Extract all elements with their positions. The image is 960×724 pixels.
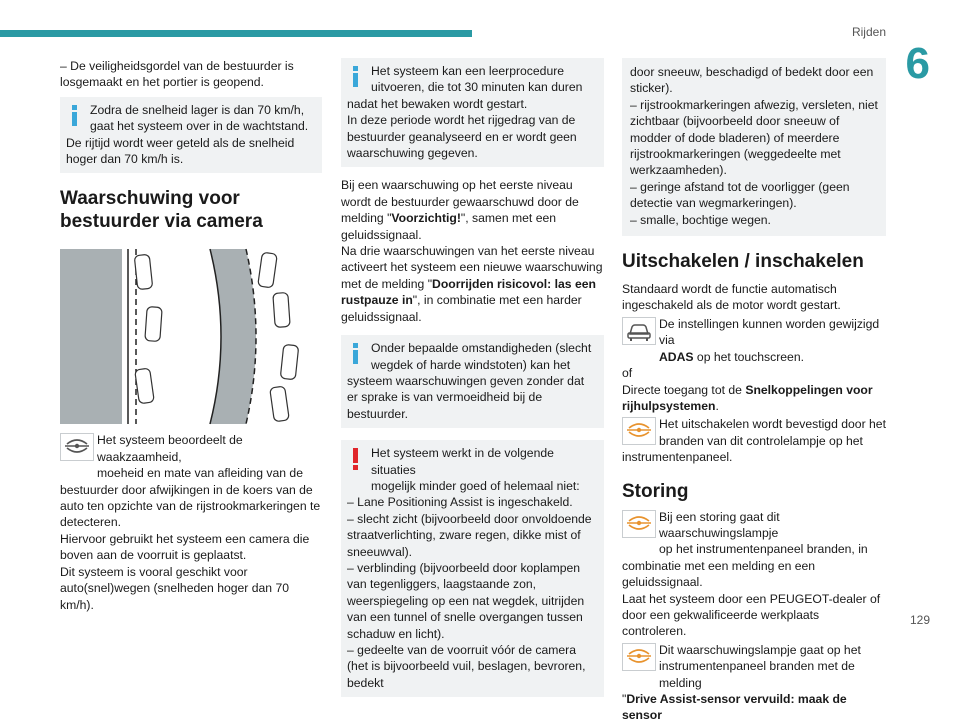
lane-camera-illustration (60, 249, 322, 424)
list-item: – gedeelte van de voorruit vóór de camera (het is bijvoorbeeld vuil, beslagen, bevroren, bedekt (347, 643, 586, 690)
info-note (341, 58, 604, 167)
note-line: Zodra de snelheid lager is dan 70 km/h, (90, 102, 305, 117)
paragraph: – De veiligheidsgordel van de bestuurder is losgemaakt en het portier is geopend. (60, 59, 294, 90)
list-item: – slecht zicht (bijvoorbeeld door onvoldoende straatverlichting, zware regen, dikke mist of sneeuwval). (347, 511, 592, 559)
note-line: gaat het systeem over in de wachtstand. (90, 119, 309, 134)
column-3 (622, 58, 886, 724)
paragraph: Directe toegang tot de Snelkoppelingen voor rijhulpsystemen. (622, 382, 873, 413)
steering-wheel-icon (622, 510, 656, 538)
text-line: op het instrumentenpaneel branden, in (659, 542, 868, 557)
warning-icon (349, 448, 365, 470)
text-line: Het systeem beoordeelt de waakzaamheid, (97, 433, 243, 464)
list-item: – verblinding (bijvoorbeeld door koplampen van tegenliggers, laagstaande zon, weerspiegeling op een nat wegdek, uitrijden van een tunnel of snelle overgangen tussen schaduw en licht). (347, 560, 585, 641)
warning-note-continued (622, 58, 886, 236)
malfunction-lamp-paragraph (622, 509, 886, 591)
paragraph: Na drie waarschuwingen van het eerste niveau activeert het systeem een nieuwe waarschuwing met de melding "Doorrijden risicovol: las een rustpauze in", in combinatie met een harder geluidssignaal. (341, 244, 603, 324)
text-line: Het uitschakelen wordt bevestigd door het (659, 417, 886, 432)
page-number: 129 (909, 613, 930, 627)
warning-note (341, 440, 604, 697)
text-line: Bij een storing gaat dit waarschuwingslampje (659, 509, 780, 540)
text: "Drive Assist-sensor vervuild: maak de sensor (622, 692, 847, 723)
info-icon (349, 343, 365, 365)
note-text: In deze periode wordt het rijgedrag van de bestuurder geanalyseerd en er wordt geen waarschuwing gegeven. (347, 113, 577, 161)
section-heading: Uitschakelen / inschakelen (622, 251, 864, 273)
column-1 (60, 58, 322, 613)
section-heading: Waarschuwing voor bestuurder via camera (60, 188, 263, 233)
text-line: Dit waarschuwingslampje gaat op het (659, 642, 861, 657)
note-text: systeem waarschuwingen geven zonder dat er sprake is van vermoeidheid bij de bestuurder. (347, 373, 585, 421)
note-text: De rijtijd wordt weer geteld als de snelheid hoger dan 70 km/h is. (66, 135, 295, 167)
list-item: – rijstrookmarkeringen afwezig, versleten, niet zichtbaar (bijvoorbeeld door sneeuw of modder of dode bladeren) of meerdere rijstrookmarkeringen (weggedeelte met werkzaamheden). (630, 97, 878, 178)
note-line: Onder bepaalde omstandigheden (slecht (371, 341, 592, 356)
paragraph: Dit systeem is vooral geschikt voor auto(snel)wegen (snelheden hoger dan 70 km/h). (60, 564, 290, 612)
text-line: moeheid en mate van afleiding van de (97, 466, 303, 481)
text-line: De instellingen kunnen worden gewijzigd via (659, 316, 880, 348)
info-icon (68, 105, 84, 127)
note-line: mogelijk minder goed of helemaal niet: (371, 478, 580, 493)
chapter-number: 6 (905, 39, 930, 88)
running-header: Rijden (851, 25, 886, 39)
list-item: – geringe afstand tot de voorligger (geen detectie van wegmarkeringen). (630, 179, 850, 211)
note-line: Het systeem werkt in de volgende situaties (371, 446, 554, 477)
section-heading: Storing (622, 480, 689, 502)
text-line: branden van dit controlelampje op het (659, 433, 863, 448)
steering-wheel-icon (622, 417, 656, 445)
column-2 (341, 58, 604, 707)
info-note (341, 335, 604, 428)
sensor-dirty-paragraph (622, 642, 886, 724)
list-item: door sneeuw, beschadigd of bedekt door een sticker). (630, 65, 874, 96)
paragraph: Bij een waarschuwing op het eerste niveau wordt de bestuurder gewaarschuwd door de melding "Voorzichtig!", samen met een geluidssignaal. (341, 178, 579, 242)
text: instrumentenpaneel. (622, 450, 733, 465)
note-line: uitvoeren, die tot 30 minuten kan duren (371, 80, 583, 95)
list-item: – Lane Positioning Assist is ingeschakeld. (347, 495, 573, 510)
adas-settings-paragraph (622, 316, 886, 365)
text-line: instrumentenpaneel branden met de melding (659, 659, 855, 690)
paragraph: Hiervoor gebruikt het systeem een camera die boven aan de voorruit is geplaatst. (60, 531, 310, 563)
text-line: ADAS op het touchscreen. (659, 349, 804, 364)
note-line: wegdek of harde windstoten) kan het (371, 357, 571, 372)
text: combinatie met een melding en een geluidssignaal. (622, 558, 816, 590)
note-line: Het systeem kan een leerprocedure (371, 64, 565, 78)
list-item: – smalle, bochtige wegen. (630, 212, 771, 227)
text: bestuurder door afwijkingen in de koers van de auto ten opzichte van de rijstrookmarkeringen te detecteren. (60, 482, 321, 530)
paragraph: of (622, 366, 633, 381)
info-icon (349, 66, 365, 88)
paragraph: Laat het systeem door een PEUGEOT-dealer of door een gekwalificeerde werkplaats controleren. (622, 591, 881, 639)
car-icon (622, 317, 656, 345)
driver-attention-paragraph (60, 432, 322, 530)
deactivation-lamp-paragraph (622, 416, 886, 465)
steering-wheel-icon (622, 643, 656, 671)
info-note (60, 97, 322, 174)
paragraph: Standaard wordt de functie automatisch ingeschakeld als de motor wordt gestart. (622, 282, 841, 313)
steering-wheel-icon (60, 433, 94, 461)
note-text: nadat het bewaken wordt gestart. (347, 96, 528, 111)
header-accent-bar (0, 30, 472, 37)
